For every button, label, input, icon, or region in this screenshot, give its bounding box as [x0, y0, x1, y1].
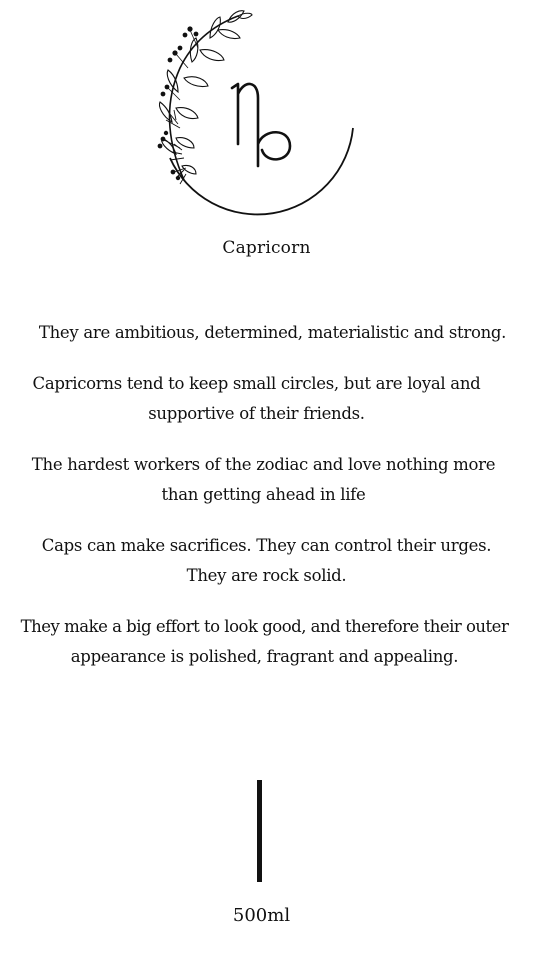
- paragraph-line: Capricorns tend to keep small circles, but are loyal and: [32, 374, 481, 393]
- paragraph-line: than getting ahead in life: [161, 485, 366, 504]
- volume-label: 500ml: [232, 905, 291, 926]
- paragraph-5: [0, 612, 531, 672]
- paragraph-line: The hardest workers of the zodiac and love nothing more: [31, 455, 496, 474]
- paragraph-line: They are ambitious, determined, materialistic and strong.: [38, 323, 507, 342]
- paragraph-3: [0, 450, 530, 510]
- crescent-arc-icon: [170, 128, 353, 214]
- paragraph-line: They make a big effort to look good, and therefore their outer: [20, 617, 509, 636]
- paragraph-line: Caps can make sacrifices. They can control their urges.: [41, 536, 492, 555]
- capricorn-glyph-icon: [232, 84, 290, 166]
- paragraph-line: supportive of their friends.: [148, 404, 365, 423]
- paragraph-4: [0, 531, 533, 591]
- paragraph-2: [0, 369, 523, 429]
- paragraph-line: appearance is polished, fragrant and appealing.: [70, 647, 459, 666]
- paragraph-line: They are rock solid.: [186, 566, 347, 585]
- paragraph-1: [6, 318, 533, 348]
- sign-title: Capricorn: [222, 238, 311, 258]
- capricorn-emblem: [140, 8, 370, 233]
- divider-bar: [257, 780, 262, 882]
- wreath-stem-icon: [170, 16, 238, 180]
